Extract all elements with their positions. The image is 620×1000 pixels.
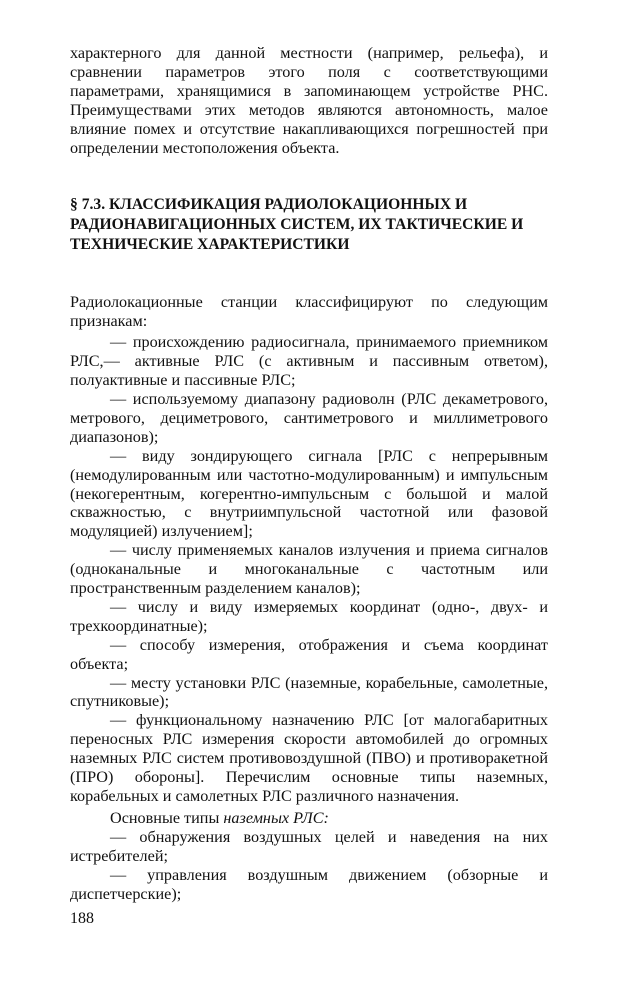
type-air-traffic-control: — управления воздушным движением (обзорные и диспетчерские);	[70, 865, 548, 903]
ground-types-prefix: Основные типы	[110, 808, 224, 827]
criterion-installation: — месту установки РЛС (наземные, корабельные, самолетные, спутниковые);	[70, 673, 548, 711]
section-heading: § 7.3. КЛАССИФИКАЦИЯ РАДИОЛОКАЦИОННЫХ И РАДИОНАВИГАЦИОННЫХ СИСТЕМ, ИХ ТАКТИЧЕСКИЕ И ТЕХНИЧЕСКИЕ ХАРАКТЕРИСТИКИ	[70, 196, 524, 254]
type-air-detection: — обнаружения воздушных целей и наведения на них истребителей;	[70, 827, 548, 865]
criterion-purpose: — функциональному назначению РЛС [от малогабаритных переносных РЛС измерения скорости автомобилей до огромных наземных РЛС систем противовоздушной (ПВО) и противоракетной (ПРО) обороны]. Перечислим основные типы наземных, корабельных и самолетных РЛС различного назначения.	[70, 711, 548, 805]
criterion-coordinates: — числу и виду измеряемых координат (одно-, двух- и трехкоординатные);	[70, 597, 548, 635]
page-body	[70, 44, 548, 903]
ground-types-label	[70, 809, 548, 828]
criterion-wavelength: — используемому диапазону радиоволн (РЛС декаметрового, метрового, дециметрового, сантиметрового и миллиметрового диапазонов);	[70, 389, 548, 446]
page-number: 188	[70, 910, 94, 927]
top-paragraph: характерного для данной местности (например, рельефа), и сравнении параметров этого поля с соответствующими параметрами, хранящимися в запоминающем устройстве РНС. Преимуществами этих методов являются автономность, малое влияние помех и отсутствие накапливающихся погрешностей при определении местоположения объекта.	[70, 44, 548, 157]
criterion-measurement: — способу измерения, отображения и съема координат объекта;	[70, 635, 548, 673]
criterion-origin: — происхождению радиосигнала, принимаемого приемником РЛС,— активные РЛС (с активным и пассивным ответом), полуактивные и пассивные РЛС;	[70, 333, 548, 390]
ground-types-italic: наземных РЛС:	[223, 808, 329, 827]
intro-paragraph: Радиолокационные станции классифицируют по следующим признакам:	[70, 293, 548, 331]
criterion-signal-type: — виду зондирующего сигнала [РЛС с непрерывным (немодулированным или частотно-модулированным) и импульсным (некогерентным, когерентно-импульсным с большой и малой скважностью, с внутриимпульсной частотной или фазовой модуляцией) излучением];	[70, 446, 548, 541]
criterion-channels: — числу применяемых каналов излучения и приема сигналов (одноканальные и многоканальные с частотным или пространственным разделением каналов);	[70, 541, 548, 598]
